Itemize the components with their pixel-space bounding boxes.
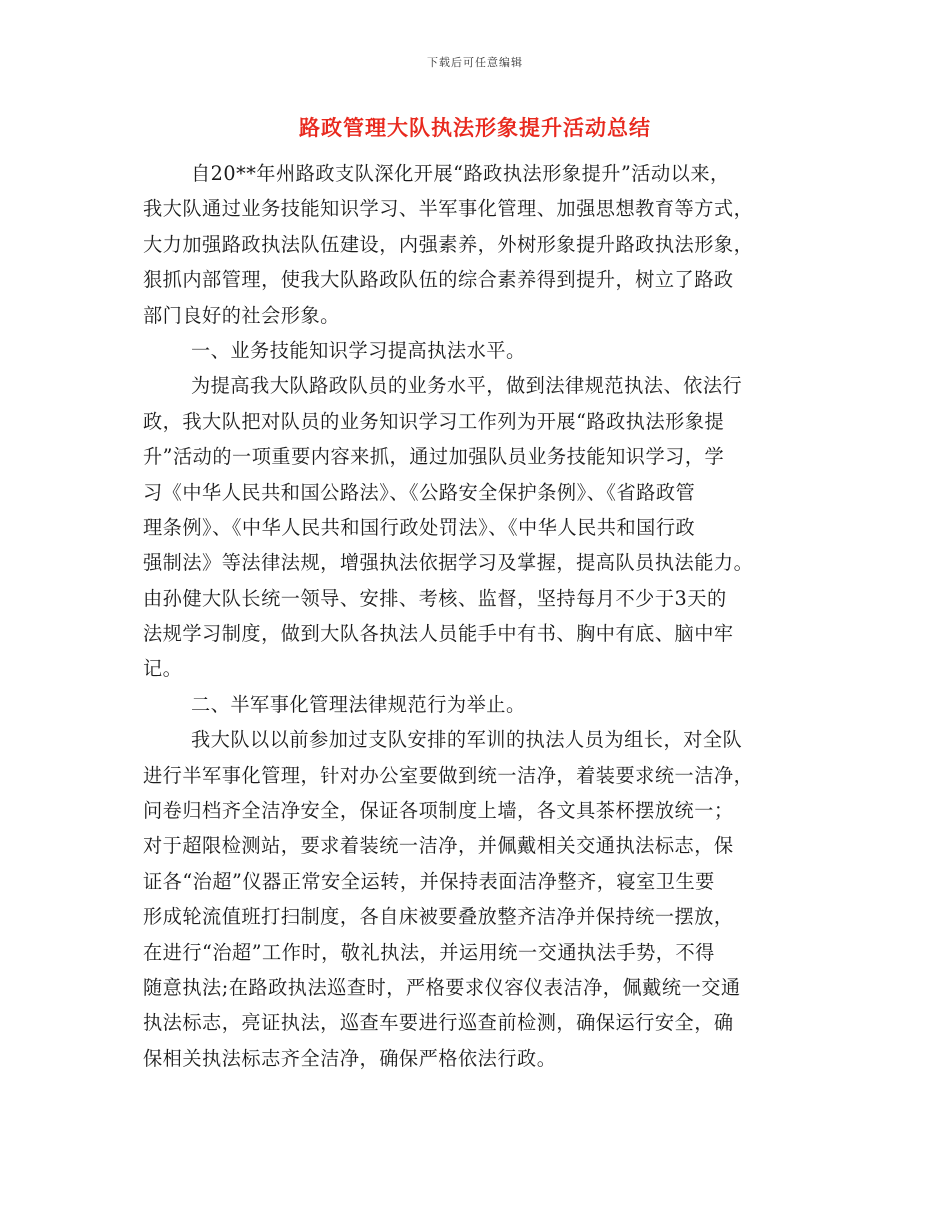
body-line: 理条例》、《中华人民共和国行政处罚法》、《中华人民共和国行政 (143, 515, 696, 539)
document-title: 路政管理大队执法形象提升活动总结 (299, 115, 651, 140)
body-line: 二、半军事化管理法律规范行为举止。 (191, 692, 526, 716)
document-body (143, 156, 803, 1076)
body-line: 一、业务技能知识学习提高执法水平。 (191, 338, 526, 362)
body-line: 对于超限检测站，要求着装统一洁净，并佩戴相关交通执法标志，保 (143, 834, 734, 858)
body-line: 法规学习制度，做到大队各执法人员能手中有书、胸中有底、脑中牢 (143, 622, 734, 646)
body-line: 部门良好的社会形象。 (143, 303, 340, 327)
header-note: 下载后可任意编辑 (427, 56, 523, 69)
body-line: 我大队通过业务技能知识学习、半军事化管理、加强思想教育等方式， (143, 197, 754, 221)
body-line: 政，我大队把对队员的业务知识学习工作列为开展“路政执法形象提 (143, 409, 725, 433)
body-line: 自20**年州路政支队深化开展“路政执法形象提升”活动以来， (191, 162, 730, 185)
body-line: 证各“治超”仪器正常安全运转，并保持表面洁净整齐，寝室卫生要 (143, 869, 715, 893)
body-line: 由孙健大队长统一领导、安排、考核、监督，坚持每月不少于3天的 (143, 586, 727, 610)
body-line: 执法标志，亮证执法，巡查车要进行巡查前检测，确保运行安全，确 (143, 1011, 734, 1035)
body-line: 升”活动的一项重要内容来抓，通过加强队员业务技能知识学习，学 (143, 445, 725, 469)
body-line: 进行半军事化管理，针对办公室要做到统一洁净，着装要求统一洁净， (143, 763, 754, 787)
body-line: 问卷归档齐全洁净安全，保证各项制度上墙，各文具茶杯摆放统一； (143, 799, 734, 823)
body-line: 狠抓内部管理，使我大队路政队伍的综合素养得到提升，树立了路政 (143, 268, 734, 292)
body-line: 习《中华人民共和国公路法》、《公路安全保护条例》、《省路政管 (143, 480, 696, 504)
body-line: 记。 (143, 657, 183, 681)
body-line: 形成轮流值班打扫制度，各自床被要叠放整齐洁净并保持统一摆放， (143, 905, 734, 929)
body-line: 在进行“治超”工作时，敬礼执法，并运用统一交通执法手势，不得 (143, 940, 715, 964)
body-line: 我大队以以前参加过支队安排的军训的执法人员为组长，对全队 (191, 728, 743, 752)
body-line: 大力加强路政执法队伍建设，内强素养，外树形象提升路政执法形象， (143, 232, 754, 256)
body-line: 随意执法;在路政执法巡查时，严格要求仪容仪表洁净，佩戴统一交通 (143, 975, 741, 999)
body-line: 为提高我大队路政队员的业务水平，做到法律规范执法、依法行 (191, 374, 743, 398)
body-line: 强制法》等法律法规，增强执法依据学习及掌握，提高队员执法能力。 (143, 551, 754, 575)
body-line: 保相关执法标志齐全洁净，确保严格依法行政。 (143, 1046, 557, 1070)
